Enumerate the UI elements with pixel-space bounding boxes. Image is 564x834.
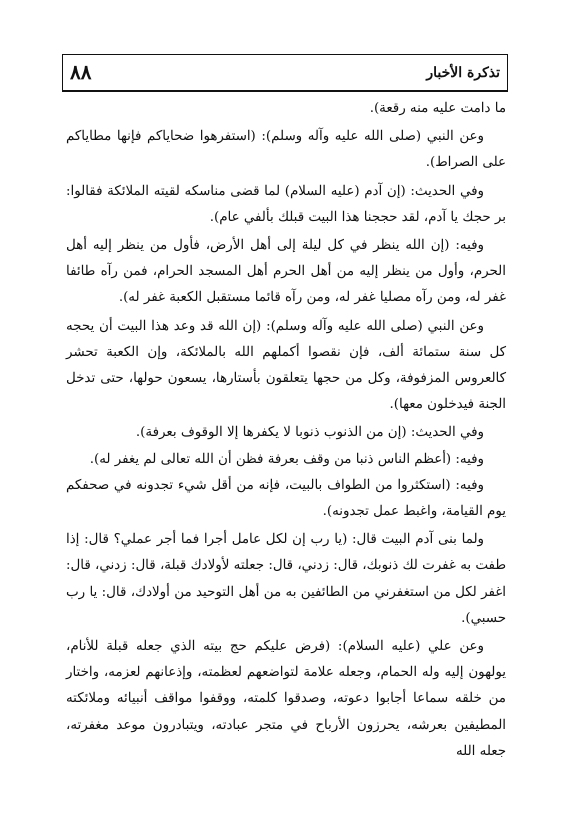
paragraph: وفي الحديث: (إن آدم (عليه السلام) لما قضى مناسكه لقيته الملائكة فقالوا: بر حجك يا آدم، لقد حججنا هذا البيت قبلك بألفي عام). [66, 183, 506, 225]
paragraph: وعن النبي (صلى الله عليه وآله وسلم): (استفرهوا ضحاياكم فإنها مطاياكم على الصراط). [66, 129, 506, 171]
paragraph: وفيه: (أعظم الناس ذنبا من وقف بعرفة فظن أن الله تعالى لم يغفر له). [89, 451, 484, 467]
paragraph: وعن علي (عليه السلام): (فرض عليكم حج بيته الذي جعله قبلة للأنام، يولهون إليه وله الحمام، وجعله علامة لتواضعهم لعظمته، وإذعانهم لعزمه، واختار من خلقه سماعا أجابوا دعوته، وصدقوا كلمته، ووقفوا مواقف أنبيائه وملائكته المطيفين بعرشه، يحرزون الأرباح في متجر عبادته، ويتبادرون موعد مغفرته، جعله الله [66, 639, 506, 759]
paragraph: وفيه: (إن الله ينظر في كل ليلة إلى أهل الأرض، فأول من ينظر إليه أهل الحرم، وأول من ينظر إليه من أهل الحرم أهل المسجد الحرام، فمن رآه طائفا غفر له، ومن رآه مصليا غفر له، ومن رآه قائما مستقبل الكعبة غفر له). [66, 238, 506, 306]
header-left-rule [62, 54, 63, 92]
book-title: تذكرة الأخبار [426, 65, 500, 81]
paragraph: ولما بنى آدم البيت قال: (يا رب إن لكل عامل أجرا فما أجر عملي؟ قال: إذا طفت به غفرت لك ذنوبك، قال: زدني، قال: جعلته لأولادك قبلة، قال: زدني، قال: اغفر لكل من استغفرني من الطائفين به من أهل التوحيد من أولادك، قال: يا رب حسبي). [66, 532, 506, 626]
header-right-rule [507, 54, 508, 92]
header-top-rule [62, 54, 508, 55]
header-bottom-rule [62, 90, 508, 92]
paragraph: وفيه: (استكثروا من الطواف بالبيت، فإنه من أقل شيء تجدونه في صحفكم يوم القيامة، واغبط عمل تجدونه). [66, 477, 506, 520]
paragraph: وفي الحديث: (إن من الذنوب ذنوبا لا يكفرها إلا الوقوف بعرفة). [135, 425, 484, 441]
paragraph: وعن النبي (صلى الله عليه وآله وسلم): (إن الله قد وعد هذا البيت أن يحجه كل سنة ستمائة ألف، فإن نقصوا أكملهم الله بالملائكة، وإن الكعبة تحشر كالعروس المزفوفة، وكل من حجها يتعلقون بأستارها، يسعون حولها، حتى تدخل الجنة فيدخلون معها). [66, 318, 506, 413]
page-body [66, 96, 506, 765]
paragraph: ما دامت عليه منه رقعة). [369, 101, 506, 116]
page-header [62, 54, 508, 92]
page-number: ٨٨ [70, 60, 92, 84]
